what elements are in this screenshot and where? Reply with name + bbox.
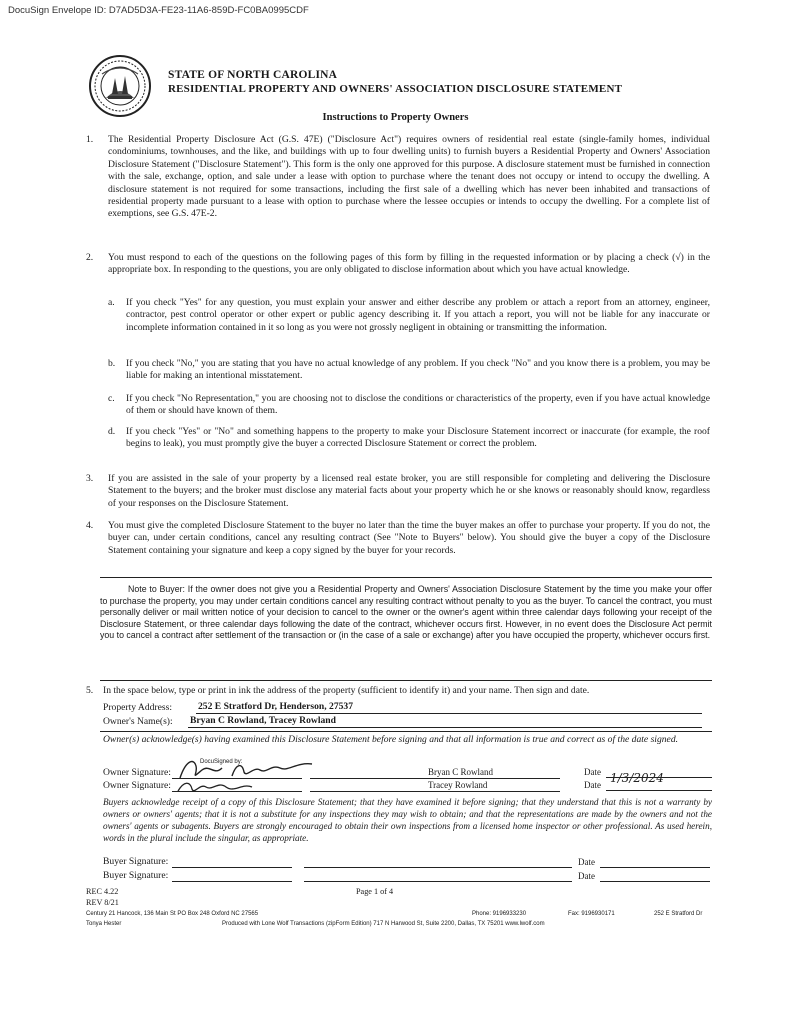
buyer-date-line-1[interactable]	[600, 867, 710, 868]
buyer-1-name-line[interactable]	[304, 867, 572, 868]
form-title: RESIDENTIAL PROPERTY AND OWNERS' ASSOCIATION DISCLOSURE STATEMENT	[168, 83, 623, 95]
brokerage-fax: Fax: 9196930171	[568, 911, 615, 917]
docusigned-by-label: DocuSigned by:	[200, 759, 243, 765]
item-4-text: You must give the completed Disclosure Statement to the buyer no later than the time the buyer makes an offer to purchase your property. If you do not, the buyer can, under certain conditions, cancel any resulting contract (See "Note to Buyers" below). You should give the buyer a copy of the Disclosure Statement containing your signature and keep a copy signed by the buyer for your records.	[108, 520, 710, 556]
buyer-signature-label-2: Buyer Signature:	[103, 870, 169, 881]
item-2c-label: c.	[108, 393, 115, 404]
owner-acknowledgment: Owner(s) acknowledge(s) having examined this Disclosure Statement before signing and that all information is true and correct as of the date signed.	[103, 734, 679, 745]
item-2a-label: a.	[108, 297, 115, 308]
buyer-date-label-2: Date	[578, 871, 595, 881]
item-2a-text: If you check "Yes" for any question, you must explain your answer and either describe any problem or attach a report from an attorney, engineer, contractor, pest control operator or other expert or public agency describing it. If you attach a report, you will not be liable for any inaccurate or incomplete information contained in it so long as you were not grossly negligent in obtaining or transmitting the information.	[126, 297, 710, 333]
state-seal-icon	[88, 54, 152, 118]
brokerage-info: Century 21 Hancock, 136 Main St PO Box 248 Oxford NC 27565	[86, 911, 259, 917]
produced-by: Produced with Lone Wolf Transactions (zipForm Edition) 717 N Harwood St, Suite 2200, Dallas, TX 75201 www.lwolf.com	[222, 921, 545, 927]
divider-top	[100, 577, 712, 578]
item-1-text: The Residential Property Disclosure Act (G.S. 47E) ("Disclosure Act") requires owners of residential real estate (single-family homes, individual condominiums, townhouses, and the like, and buildings with up to four dwelling units) to furnish buyers a Residential Property and Owners' Association Disclosure Statement ("Disclosure Statement"). This form is the only one approved for this purpose. A disclosure statement must be furnished in connection with the sale, exchange, option, and sale under a lease with option to purchase where the tenant does not occupy or intend to occupy the dwelling. A disclosure statement is not required for some transactions, including the first sale of a dwelling which has never been inhabited and transactions of residential property made pursuant to a lease with option to purchase where the lessee occupies or intends to occupy the dwelling. For a complete list of exemptions, see G.S. 47E-2.	[108, 134, 710, 220]
owner-2-printed-name: Tracey Rowland	[428, 780, 488, 790]
item-3-text: If you are assisted in the sale of your property by a licensed real estate broker, you are still responsible for completing and delivering the Disclosure Statement to the buyers; and the broker must disclose any material facts about your property which he or she knows or reasonably should know, regardless of your responses on the Disclosure Statement.	[108, 473, 710, 509]
owner-2-name-line	[310, 791, 560, 792]
buyer-signature-label-1: Buyer Signature:	[103, 856, 169, 867]
item-2b-label: b.	[108, 358, 116, 369]
owner-names-value[interactable]: Bryan C Rowland, Tracey Rowland	[190, 715, 336, 726]
buyer-date-line-2[interactable]	[600, 881, 710, 882]
signed-date-value[interactable]: 1/3/2024	[610, 771, 664, 785]
owner-signature-label-2: Owner Signature:	[103, 780, 171, 791]
item-4-number: 4.	[86, 520, 94, 531]
note-to-buyer: Note to Buyer: If the owner does not give you a Residential Property and Owners' Association Disclosure Statement by the time you make your offer to purchase the property, you may under certain conditions cancel any resulting contract without penalty to you as the buyer. To cancel the contract, you must personally deliver or mail written notice of your decision to cancel to the owner or the owner's agent within three calendar days following your receipt of the Disclosure Statement, or three calendar days following the date of the contract, whichever occurs first. However, in no event does the Disclosure Act permit you to cancel a contract after settlement of the transaction or (in the case of a sale or exchange) after you have occupied the property, whichever occurs first.	[100, 584, 712, 641]
item-1-number: 1.	[86, 134, 94, 145]
property-short-name: 252 E Stratford Dr	[654, 911, 703, 917]
item-2-text: You must respond to each of the questions on the following pages of this form by filling in the requested information or by placing a check (√) in the appropriate box. In responding to the questions, you are only obligated to disclose information about which you have actual knowledge.	[108, 252, 710, 276]
date-label-2: Date	[584, 780, 601, 790]
agent-name: Tonya Hester	[86, 921, 122, 927]
buyer-signature-line-2[interactable]	[172, 881, 292, 882]
owner-signature-label-1: Owner Signature:	[103, 767, 171, 778]
item-2b-text: If you check "No," you are stating that you have no actual knowledge of any problem. If you check "No" and you know there is a problem, you may be liable for making an intentional misstatement.	[126, 358, 710, 382]
divider-ack	[100, 731, 712, 732]
buyer-date-label-1: Date	[578, 857, 595, 867]
date-label-1: Date	[584, 767, 601, 777]
property-address-value[interactable]: 252 E Stratford Dr, Henderson, 27537	[198, 701, 354, 712]
form-code: REC 4.22	[86, 887, 119, 896]
instructions-heading: Instructions to Property Owners	[322, 112, 469, 123]
owner-names-label: Owner's Name(s):	[103, 716, 173, 727]
brokerage-phone: Phone: 9196933230	[472, 911, 527, 917]
item-2-number: 2.	[86, 252, 94, 263]
buyer-signature-line-1[interactable]	[172, 867, 292, 868]
item-2d-text: If you check "Yes" or "No" and something happens to the property to make your Disclosure Statement incorrect or inaccurate (for example, the roof begins to leak), you must promptly give the buyer a corrected Disclosure Statement or correct the problem.	[126, 426, 710, 450]
owner-2-signature-icon[interactable]	[172, 777, 292, 797]
item-2d-label: d.	[108, 426, 116, 437]
item-3-number: 3.	[86, 473, 94, 484]
page-number: Page 1 of 4	[356, 887, 394, 896]
buyers-acknowledgment: Buyers acknowledge receipt of a copy of this Disclosure Statement; that they have examined it before signing; that they understand that this is not a warranty by owners or owners' agents; that it is not a substitute for any inspections they may wish to obtain; and that the representations are made by the owners and not the owners' agents or subagents. Buyers are strongly encouraged to obtain their own inspections from a licensed home inspector or other professional. As used herein, words in the plural include the singular, as appropriate.	[103, 797, 712, 843]
form-title-state: STATE OF NORTH CAROLINA	[168, 69, 338, 81]
form-revision: REV 8/21	[86, 898, 119, 907]
item-5-text: In the space below, type or print in ink the address of the property (sufficient to identify it) and your name. Then sign and date.	[103, 685, 590, 696]
envelope-id: DocuSign Envelope ID: D7AD5D3A-FE23-11A6-859D-FC0BA0995CDF	[8, 5, 309, 16]
date-line-2	[606, 790, 712, 791]
item-2c-text: If you check "No Representation," you are choosing not to disclose the conditions or characteristics of the property, even if you have actual knowledge of them or should have known of them.	[126, 393, 710, 417]
divider-bottom	[100, 680, 712, 681]
owner-1-printed-name: Bryan C Rowland	[428, 767, 493, 777]
item-5-number: 5.	[86, 685, 94, 696]
property-address-label: Property Address:	[103, 702, 173, 713]
buyer-2-name-line[interactable]	[304, 881, 572, 882]
